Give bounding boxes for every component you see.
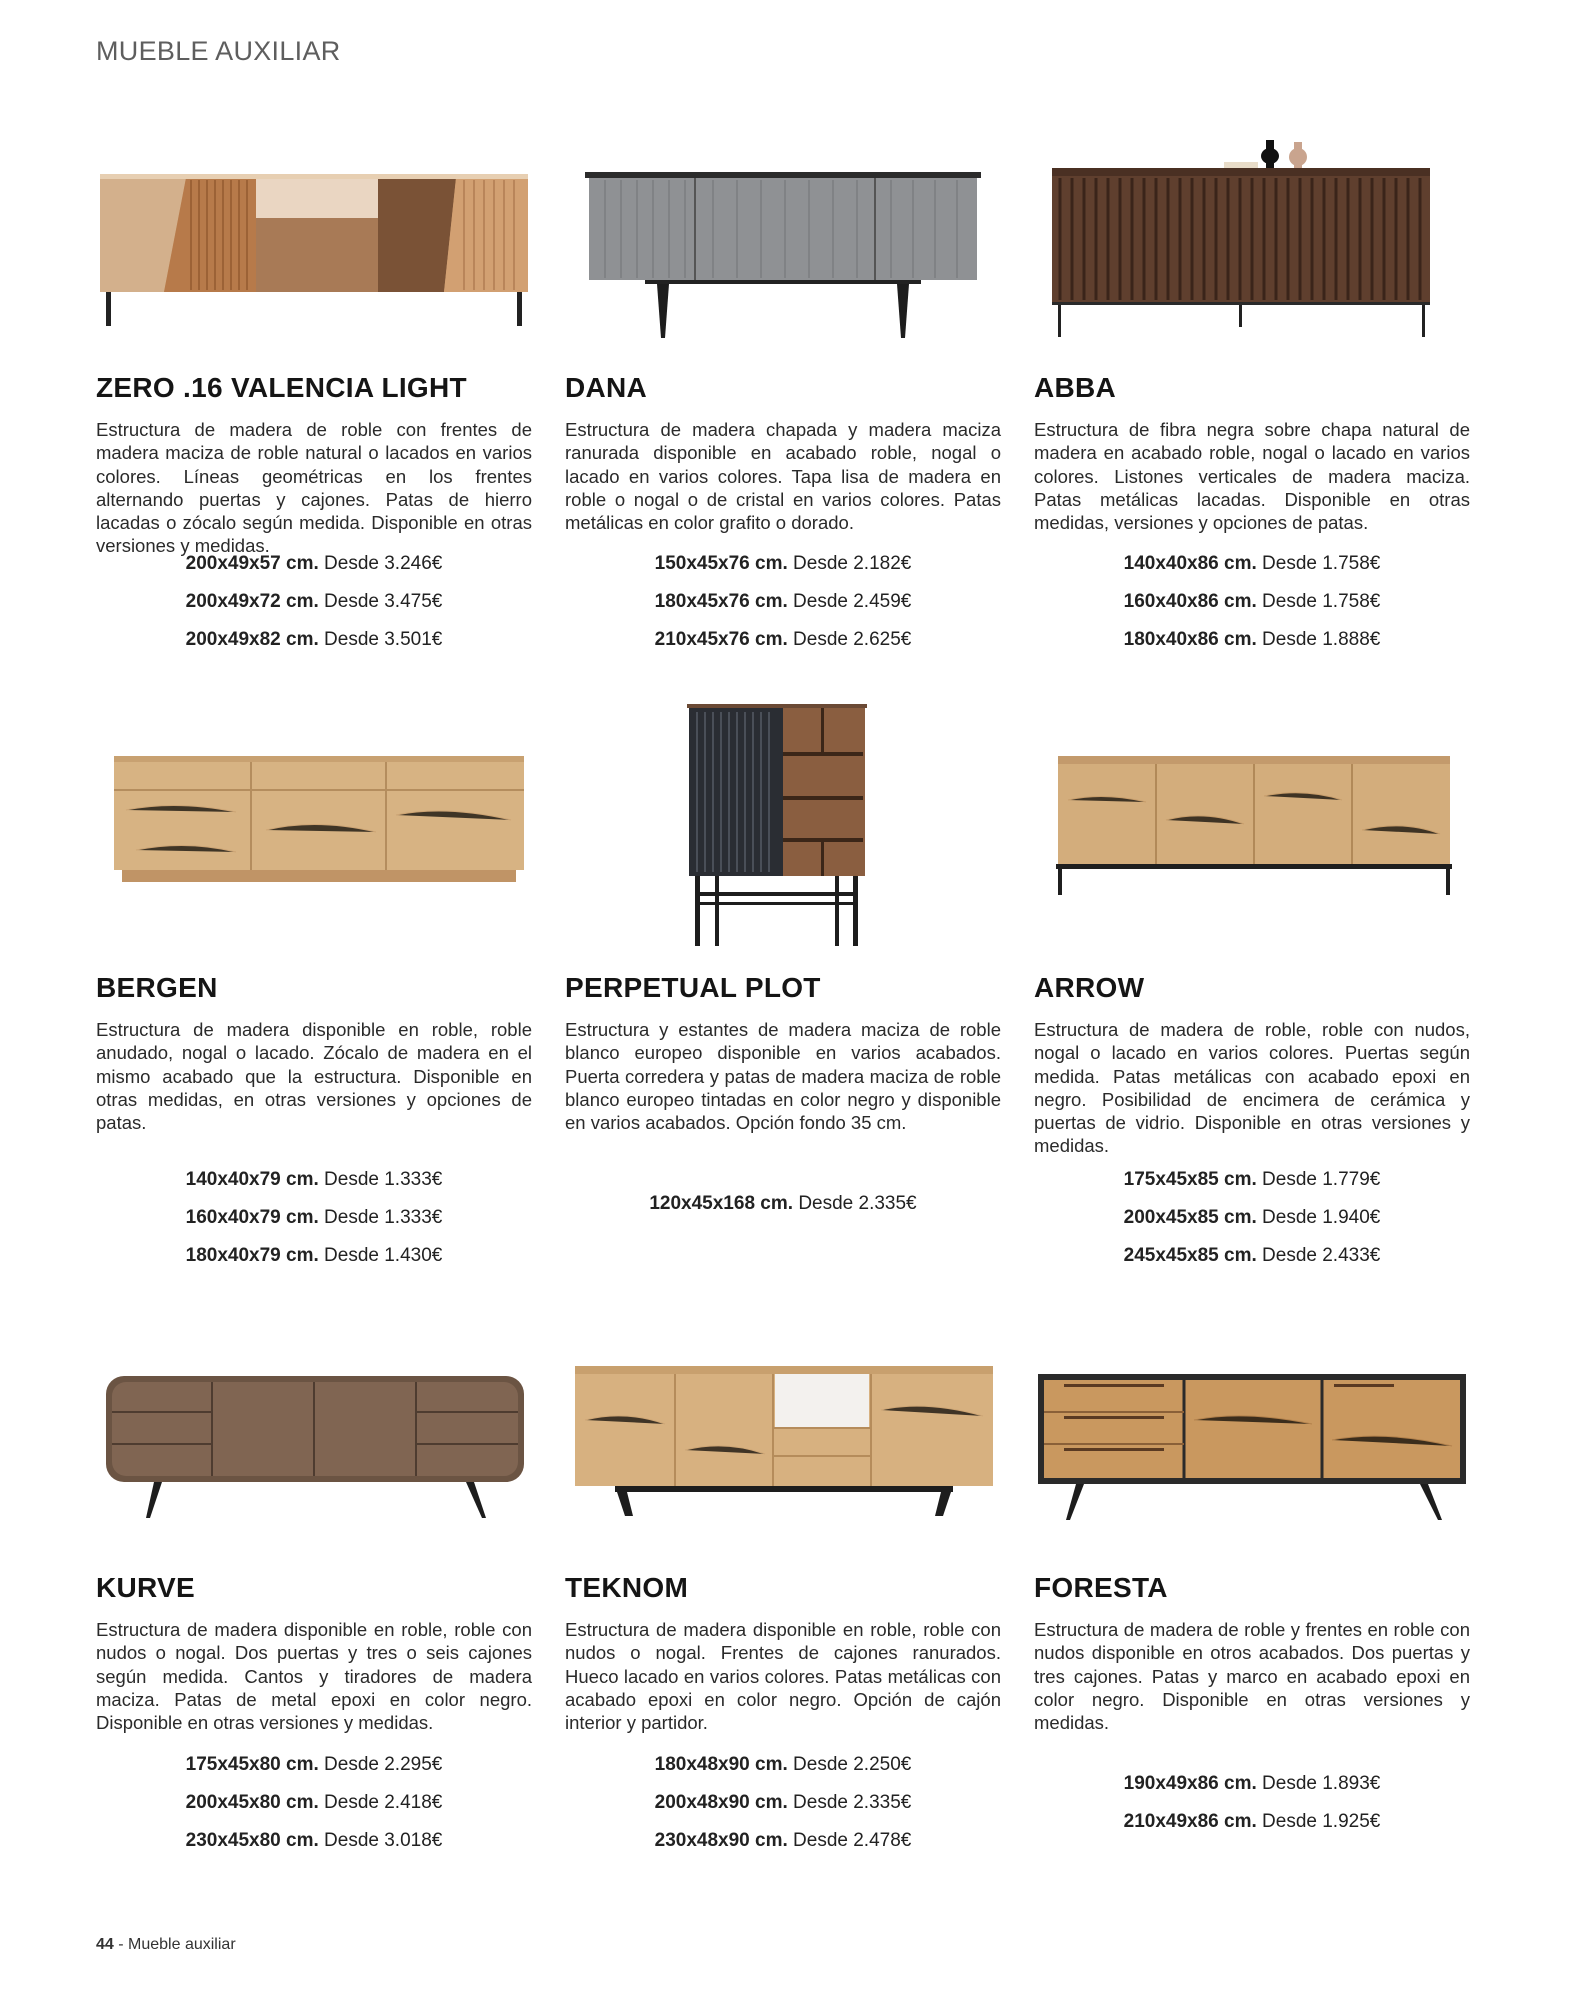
product-image-abba: [1034, 140, 1470, 350]
price-size: 120x45x168 cm.: [649, 1193, 794, 1214]
price-size: 210x45x76 cm.: [654, 629, 788, 650]
product-image-dana: [565, 140, 1001, 350]
price-size: 200x49x57 cm.: [185, 553, 319, 574]
price-row: [1034, 1199, 1470, 1237]
product-title: ZERO .16 VALENCIA LIGHT: [96, 372, 467, 403]
price-row: [565, 583, 1001, 621]
price-row: [565, 621, 1001, 659]
price-row: [96, 1199, 532, 1237]
product-description: Estructura de madera chapada y madera maciza ranurada disponible en acabado roble, nogal o lacado en varios colores. Tapa lisa de madera en roble o nogal o de cristal en varios colores. Patas metálicas en color grafito o dorado.: [565, 419, 1001, 534]
price-size: 175x45x85 cm.: [1123, 1169, 1257, 1190]
price-row: [96, 545, 532, 583]
price-size: 200x49x72 cm.: [185, 591, 319, 612]
price-row: [565, 1746, 1001, 1784]
price-row: [1034, 621, 1470, 659]
price-size: 200x49x82 cm.: [185, 629, 319, 650]
product-image-perpetual-plot: [565, 700, 1001, 950]
product-image-arrow: [1034, 700, 1470, 950]
price-size: 180x40x86 cm.: [1123, 629, 1257, 650]
price-value: Desde 3.018€: [324, 1830, 443, 1851]
price-size: 180x48x90 cm.: [654, 1754, 788, 1775]
price-size: 200x45x80 cm.: [185, 1792, 319, 1813]
price-value: Desde 1.758€: [1262, 591, 1381, 612]
price-row: [1034, 545, 1470, 583]
price-size: 200x48x90 cm.: [654, 1792, 788, 1813]
price-row: [1034, 1161, 1470, 1199]
price-value: Desde 1.333€: [324, 1169, 443, 1190]
product-title: KURVE: [96, 1572, 196, 1603]
price-row: [1034, 1803, 1470, 1841]
price-value: Desde 1.333€: [324, 1207, 443, 1228]
price-list: [1034, 1765, 1470, 1841]
price-list: [96, 545, 532, 659]
product-description: Estructura de madera disponible en roble, roble anudado, nogal o lacado. Zócalo de madera en el mismo acabado que la estructura. Disponible en otras medidas, en otras versiones y opciones de patas.: [96, 1019, 532, 1134]
product-image-bergen: [96, 700, 532, 950]
price-row: [96, 1822, 532, 1860]
price-value: Desde 2.433€: [1262, 1245, 1381, 1266]
product-title: ABBA: [1034, 372, 1117, 403]
price-size: 150x45x76 cm.: [654, 553, 788, 574]
product-description: Estructura de madera disponible en roble, roble con nudos o nogal. Dos puertas y tres o seis cajones según medida. Cantos y tiradores de madera maciza. Patas de metal epoxi en color negro. Disponible en otras versiones y medidas.: [96, 1619, 532, 1734]
price-row: [565, 545, 1001, 583]
price-row: [96, 621, 532, 659]
price-row: [1034, 1765, 1470, 1803]
page-number: 44: [96, 1936, 114, 1953]
price-row: [96, 583, 532, 621]
product-image-foresta: [1034, 1310, 1470, 1550]
product-title: DANA: [565, 372, 648, 403]
price-size: 245x45x85 cm.: [1123, 1245, 1257, 1266]
price-list: [96, 1746, 532, 1860]
price-size: 230x48x90 cm.: [654, 1830, 788, 1851]
price-row: [96, 1161, 532, 1199]
price-value: Desde 2.335€: [793, 1792, 912, 1813]
price-list: [565, 545, 1001, 659]
product-title: BERGEN: [96, 972, 218, 1003]
product-title: FORESTA: [1034, 1572, 1168, 1603]
product-description: Estructura de madera de roble con frentes de madera maciza de roble natural o lacados en varios colores. Líneas geométricas en los frentes alternando puertas y cajones. Patas de hierro lacadas o zócalo según medida. Disponible en otras versiones y medidas.: [96, 419, 532, 557]
price-value: Desde 2.625€: [793, 629, 912, 650]
price-size: 190x49x86 cm.: [1123, 1773, 1257, 1794]
price-size: 180x45x76 cm.: [654, 591, 788, 612]
price-row: [565, 1784, 1001, 1822]
price-value: Desde 3.501€: [324, 629, 443, 650]
price-size: 200x45x85 cm.: [1123, 1207, 1257, 1228]
price-value: Desde 1.888€: [1262, 629, 1381, 650]
product-description: Estructura de madera disponible en roble, roble con nudos o nogal. Frentes de cajones ranurados. Hueco lacado en varios colores. Patas metálicas con acabado epoxi en color negro. Opción de cajón interior y partidor.: [565, 1619, 1001, 1734]
price-row: [96, 1746, 532, 1784]
price-size: 140x40x86 cm.: [1123, 553, 1257, 574]
product-title: TEKNOM: [565, 1572, 689, 1603]
price-value: Desde 1.779€: [1262, 1169, 1381, 1190]
price-value: Desde 1.925€: [1262, 1811, 1381, 1832]
price-value: Desde 2.295€: [324, 1754, 443, 1775]
footer-separator: -: [118, 1936, 124, 1953]
product-description: Estructura de madera de roble, roble con nudos, nogal o lacado en varios colores. Puertas según medida. Patas metálicas con acabado epoxi en negro. Posibilidad de encimera de cerámica y puertas de vidrio. Disponible en otras versiones y medidas.: [1034, 1019, 1470, 1157]
page-footer: [96, 1936, 236, 1954]
price-size: 175x45x80 cm.: [185, 1754, 319, 1775]
price-list: [96, 1161, 532, 1275]
price-value: Desde 2.250€: [793, 1754, 912, 1775]
price-size: 230x45x80 cm.: [185, 1830, 319, 1851]
product-title: PERPETUAL PLOT: [565, 972, 821, 1003]
price-value: Desde 3.475€: [324, 591, 443, 612]
price-value: Desde 1.758€: [1262, 553, 1381, 574]
price-row: [1034, 1237, 1470, 1275]
price-value: Desde 2.418€: [324, 1792, 443, 1813]
price-value: Desde 2.335€: [798, 1193, 917, 1214]
product-image-teknom: [565, 1310, 1001, 1550]
footer-section: Mueble auxiliar: [128, 1936, 236, 1953]
price-value: Desde 2.459€: [793, 591, 912, 612]
section-title: MUEBLE AUXILIAR: [96, 36, 341, 66]
price-value: Desde 3.246€: [324, 553, 443, 574]
price-row: [565, 1822, 1001, 1860]
price-list: [1034, 545, 1470, 659]
price-row: [96, 1784, 532, 1822]
product-description: Estructura y estantes de madera maciza de roble blanco europeo disponible en varios acabados. Puerta corredera y patas de madera maciza de roble blanco europeo tintadas en color negro y disponible en varios acabados. Opción fondo 35 cm.: [565, 1019, 1001, 1134]
product-description: Estructura de fibra negra sobre chapa natural de madera en acabado roble, nogal o lacado en varios colores. Listones verticales de madera maciza. Patas metálicas lacadas. Disponible en otras medidas, versiones y opciones de patas.: [1034, 419, 1470, 534]
price-row: [565, 1185, 1001, 1223]
price-value: Desde 2.182€: [793, 553, 912, 574]
price-list: [565, 1746, 1001, 1860]
price-size: 160x40x79 cm.: [185, 1207, 319, 1228]
price-value: Desde 1.893€: [1262, 1773, 1381, 1794]
product-description: Estructura de madera de roble y frentes en roble con nudos disponible en otros acabados. Dos puertas y tres cajones. Patas y marco en acabado epoxi en color negro. Disponible en otras versiones y medidas.: [1034, 1619, 1470, 1734]
product-title: ARROW: [1034, 972, 1145, 1003]
price-size: 180x40x79 cm.: [185, 1245, 319, 1266]
price-row: [96, 1237, 532, 1275]
price-list: [1034, 1161, 1470, 1275]
price-value: Desde 2.478€: [793, 1830, 912, 1851]
price-value: Desde 1.430€: [324, 1245, 443, 1266]
price-size: 140x40x79 cm.: [185, 1169, 319, 1190]
price-list: [565, 1185, 1001, 1223]
price-size: 210x49x86 cm.: [1123, 1811, 1257, 1832]
price-size: 160x40x86 cm.: [1123, 591, 1257, 612]
price-row: [1034, 583, 1470, 621]
price-value: Desde 1.940€: [1262, 1207, 1381, 1228]
product-image-kurve: [96, 1310, 532, 1550]
product-image-zero-16: [96, 140, 532, 350]
